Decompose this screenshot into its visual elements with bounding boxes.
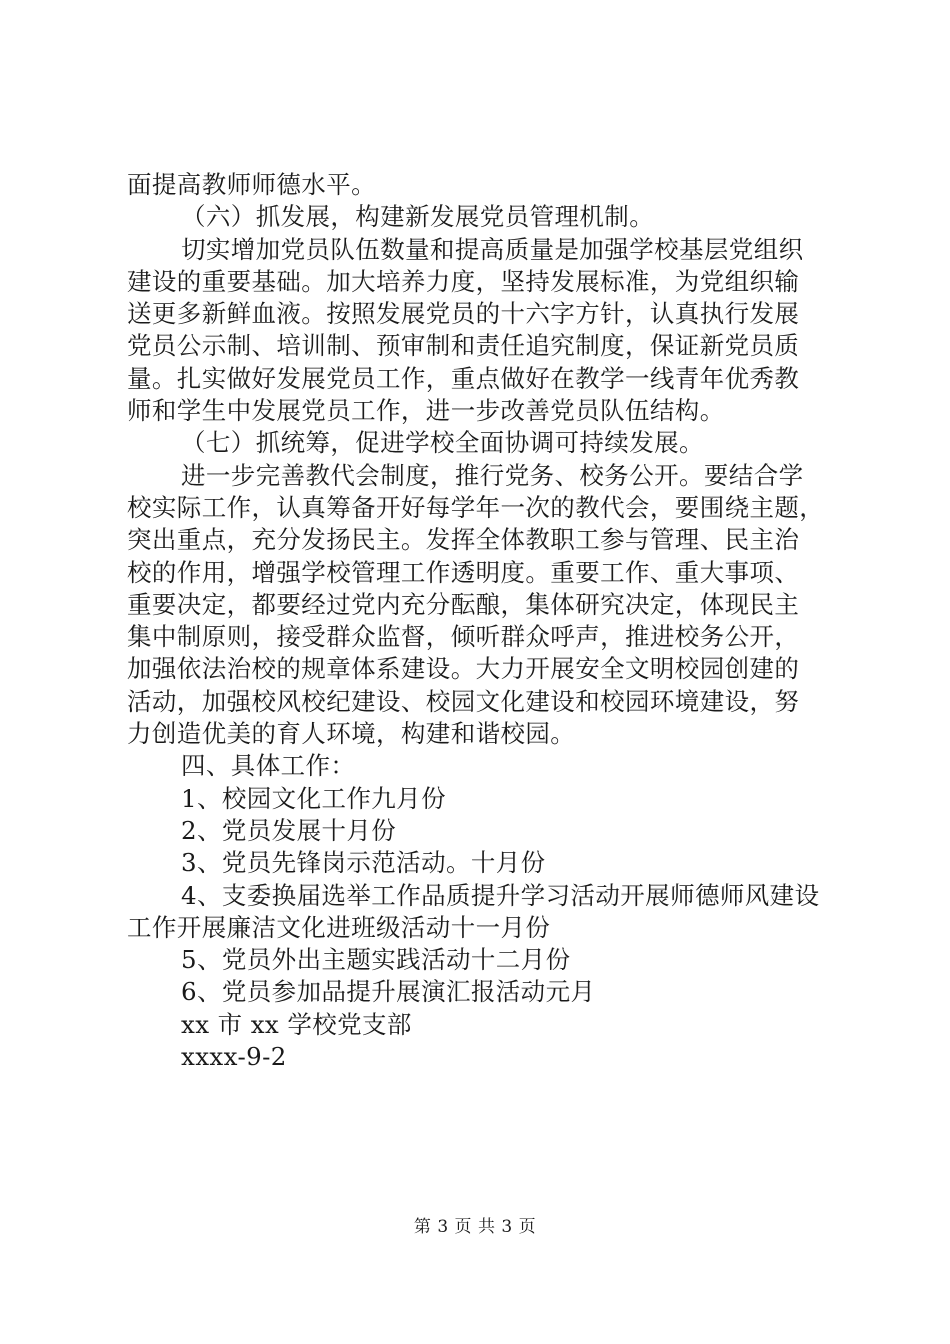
section-heading: 四、具体工作： xyxy=(181,751,356,781)
list-item: 5、党员外出主题实践活动十二月份 xyxy=(181,945,571,975)
text-line: 党员公示制、培训制、预审制和责任追究制度，保证新党员质 xyxy=(127,331,800,361)
text-line: 校实际工作，认真筹备开好每学年一次的教代会，要围绕主题， xyxy=(127,492,825,522)
text-line: 送更多新鲜血液。按照发展党员的十六字方针，认真执行发展 xyxy=(127,299,800,329)
list-item-continuation: 工作开展廉洁文化进班级活动十一月份 xyxy=(127,912,551,942)
text-line: 进一步完善教代会制度，推行党务、校务公开。要结合学 xyxy=(181,460,804,490)
signature-date: xxxx-9-2 xyxy=(181,1042,287,1072)
text-line: 加强依法治校的规章体系建设。大力开展安全文明校园创建的 xyxy=(127,654,800,684)
text-line: 重要决定，都要经过党内充分酝酿，集体研究决定，体现民主 xyxy=(127,589,800,619)
text-line: 量。扎实做好发展党员工作，重点做好在教学一线青年优秀教 xyxy=(127,363,800,393)
list-item: 4、支委换届选举工作品质提升学习活动开展师德师风建设 xyxy=(181,880,820,910)
document-body xyxy=(127,169,833,1073)
text-line: 突出重点，充分发扬民主。发挥全体教职工参与管理、民主治 xyxy=(127,525,800,555)
page-number-footer: 第 3 页 共 3 页 xyxy=(413,1217,537,1237)
text-line: 师和学生中发展党员工作，进一步改善党员队伍结构。 xyxy=(127,396,725,426)
signature-organization: xx 市 xx 学校党支部 xyxy=(181,1009,412,1039)
text-line: 集中制原则，接受群众监督，倾听群众呼声，推进校务公开， xyxy=(127,622,800,652)
text-line: 切实增加党员队伍数量和提高质量是加强学校基层党组织 xyxy=(181,234,804,264)
text-line: 面提高教师师德水平。 xyxy=(127,170,376,199)
text-line: 力创造优美的育人环境，构建和谐校园。 xyxy=(127,719,576,749)
list-item: 2、党员发展十月份 xyxy=(181,815,397,845)
list-item: 1、校园文化工作九月份 xyxy=(181,783,446,813)
text-line: 校的作用，增强学校管理工作透明度。重要工作、重大事项、 xyxy=(127,557,800,587)
list-item: 6、党员参加品提升展演汇报活动元月 xyxy=(181,977,596,1007)
text-line: 建设的重要基础。加大培养力度，坚持发展标准，为党组织输 xyxy=(127,266,800,296)
text-line: 活动，加强校风校纪建设、校园文化建设和校园环境建设，努 xyxy=(127,686,800,716)
section-heading: （七）抓统筹，促进学校全面协调可持续发展。 xyxy=(181,428,704,458)
list-item: 3、党员先锋岗示范活动。十月份 xyxy=(181,848,546,878)
section-heading: （六）抓发展，构建新发展党员管理机制。 xyxy=(181,202,655,232)
